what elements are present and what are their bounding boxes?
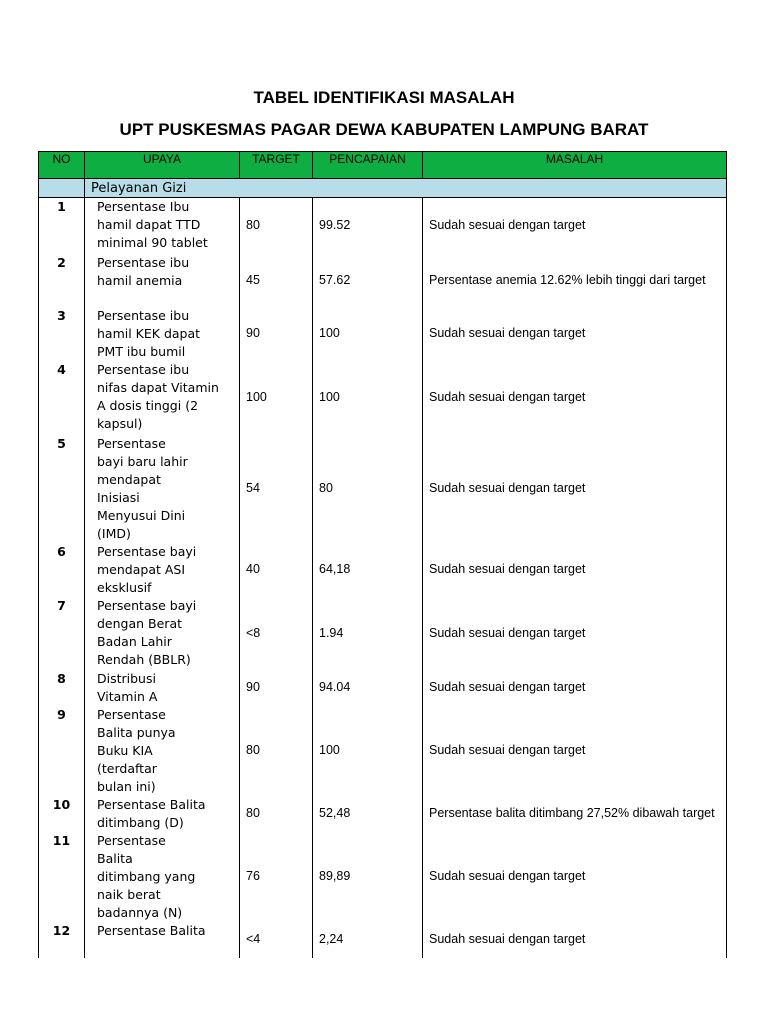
section-row <box>39 179 727 198</box>
column-header-pencapaian: PENCAPAIAN <box>313 152 423 179</box>
row-upaya: Distribusi Vitamin A <box>85 670 240 706</box>
row-pencapaian: 52,48 <box>313 796 423 832</box>
row-target: 100 <box>240 361 313 435</box>
row-target: 45 <box>240 254 313 307</box>
row-target: 80 <box>240 796 313 832</box>
row-number: 7 <box>39 597 85 670</box>
column-header-masalah: MASALAH <box>423 152 727 179</box>
row-pencapaian: 100 <box>313 706 423 796</box>
row-target: 40 <box>240 543 313 597</box>
document-subtitle: UPT PUSKESMAS PAGAR DEWA KABUPATEN LAMPUNG BARAT <box>119 120 649 139</box>
row-target: 54 <box>240 435 313 543</box>
row-target: 90 <box>240 670 313 706</box>
table-row <box>39 435 727 543</box>
row-target: 80 <box>240 706 313 796</box>
row-masalah: Sudah sesuai dengan target <box>423 198 727 254</box>
column-header-upaya: UPAYA <box>85 152 240 179</box>
table-row <box>39 254 727 307</box>
row-pencapaian: 64,18 <box>313 543 423 597</box>
row-masalah: Persentase anemia 12.62% lebih tinggi dari target <box>423 254 727 307</box>
row-upaya: Persentase Balita punya Buku KIA (terdaftar bulan ini) <box>85 706 240 796</box>
row-masalah: Sudah sesuai dengan target <box>423 922 727 958</box>
document-title: TABEL IDENTIFIKASI MASALAH <box>253 88 515 107</box>
row-number: 3 <box>39 307 85 361</box>
row-pencapaian: 100 <box>313 361 423 435</box>
row-upaya: Persentase Ibu hamil dapat TTD minimal 90 tablet <box>85 198 240 254</box>
row-number: 1 <box>39 198 85 254</box>
row-number: 10 <box>39 796 85 832</box>
row-pencapaian: 99.52 <box>313 198 423 254</box>
row-masalah: Persentase balita ditimbang 27,52% dibawah target <box>423 796 727 832</box>
table-row <box>39 796 727 832</box>
row-masalah: Sudah sesuai dengan target <box>423 670 727 706</box>
row-pencapaian: 94.04 <box>313 670 423 706</box>
table-row <box>39 198 727 254</box>
row-pencapaian: 89,89 <box>313 832 423 922</box>
section-cell-empty <box>39 179 85 198</box>
row-pencapaian: 57.62 <box>313 254 423 307</box>
row-upaya: Persentase ibu hamil KEK dapat PMT ibu bumil <box>85 307 240 361</box>
row-upaya: Persentase bayi dengan Berat Badan Lahir Rendah (BBLR) <box>85 597 240 670</box>
row-pencapaian: 2,24 <box>313 922 423 958</box>
row-number: 11 <box>39 832 85 922</box>
table-row <box>39 361 727 435</box>
table-row <box>39 307 727 361</box>
table-row <box>39 670 727 706</box>
row-number: 8 <box>39 670 85 706</box>
row-target: 80 <box>240 198 313 254</box>
table-row <box>39 597 727 670</box>
problem-identification-table <box>38 151 727 958</box>
row-upaya: Persentase ibu nifas dapat Vitamin A dosis tinggi (2 kapsul) <box>85 361 240 435</box>
row-masalah: Sudah sesuai dengan target <box>423 597 727 670</box>
table-header-row <box>39 152 727 179</box>
table-row <box>39 832 727 922</box>
row-masalah: Sudah sesuai dengan target <box>423 832 727 922</box>
row-masalah: Sudah sesuai dengan target <box>423 543 727 597</box>
row-target: 76 <box>240 832 313 922</box>
row-upaya: Persentase bayi baru lahir mendapat Inisiasi Menyusui Dini (IMD) <box>85 435 240 543</box>
row-upaya: Persentase Balita ditimbang (D) <box>85 796 240 832</box>
row-masalah: Sudah sesuai dengan target <box>423 361 727 435</box>
row-number: 12 <box>39 922 85 958</box>
row-target: 90 <box>240 307 313 361</box>
row-upaya: Persentase Balita <box>85 922 240 958</box>
row-number: 9 <box>39 706 85 796</box>
row-masalah: Sudah sesuai dengan target <box>423 307 727 361</box>
table-row <box>39 543 727 597</box>
column-header-no: NO <box>39 152 85 179</box>
row-number: 2 <box>39 254 85 307</box>
row-number: 6 <box>39 543 85 597</box>
row-target: <8 <box>240 597 313 670</box>
table-row <box>39 922 727 958</box>
row-number: 5 <box>39 435 85 543</box>
row-upaya: Persentase bayi mendapat ASI eksklusif <box>85 543 240 597</box>
section-label: Pelayanan Gizi <box>85 179 727 198</box>
row-masalah: Sudah sesuai dengan target <box>423 435 727 543</box>
row-pencapaian: 1.94 <box>313 597 423 670</box>
row-masalah: Sudah sesuai dengan target <box>423 706 727 796</box>
row-upaya: Persentase Balita ditimbang yang naik berat badannya (N) <box>85 832 240 922</box>
table-row <box>39 706 727 796</box>
row-upaya: Persentase ibu hamil anemia <box>85 254 240 307</box>
row-number: 4 <box>39 361 85 435</box>
column-header-target: TARGET <box>240 152 313 179</box>
row-target: <4 <box>240 922 313 958</box>
row-pencapaian: 80 <box>313 435 423 543</box>
row-pencapaian: 100 <box>313 307 423 361</box>
